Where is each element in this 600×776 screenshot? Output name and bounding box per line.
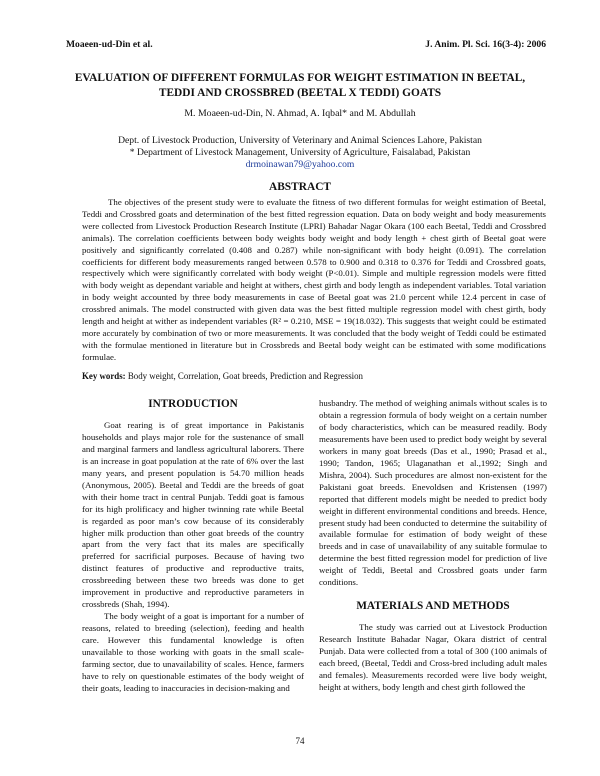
- left-column: [82, 398, 304, 695]
- methods-paragraph-1: The study was carried out at Livestock Production Research Institute Bahadar Nagar, Okara district of central Punjab. Data were collected from a total of 300 (100 animals of each breed, (Beetal, Teddi and Cross-bred including adult males and females). Measurements recorded were live body weight, height at withers, body length and chest girth followed the: [319, 622, 547, 692]
- running-header: [66, 39, 546, 53]
- introduction-heading: INTRODUCTION: [148, 398, 238, 410]
- methods-heading: MATERIALS AND METHODS: [356, 600, 510, 613]
- header-authors: Moaeen-ud-Din et al.: [66, 39, 153, 50]
- paper-title: [60, 71, 540, 101]
- keywords-label: Key words:: [82, 371, 126, 381]
- intro-paragraph-3: husbandry. The method of weighing animals without scales is to obtain a regression formula of body weight on a certain number of body characteristics, which can be measured readily. Body measurements have been used to predict body weight by several workers in many goat breeds (Das et al., 1990; Prasad et al., 1990; Tandon, 1965; Ulaganathan et al.,1992; Singh and Mishra, 2004). Such procedures are almost non-existent for the Pakistani goat breeds. Enevoldsen and Kristensen (1997) reported that different models might be needed to predict body weight in different environmental conditions and breeds. Hence, present study had been conducted to determine the suitability of available formulae for estimation of body weight of these breeds and in case of unavailability of any suitable formulae to determine the best fitted regression model for prediction of live weight of Teddi, Beetal and Crossbred goats under farm conditions.: [319, 398, 547, 588]
- intro-paragraph-2: The body weight of a goat is important for a number of reasons, related to breeding (selection), feeding and health care. However this fundamental knowledge is often unavailable to those working with goats in the small scale-farming sector, due to unavailability of scales. Hence, farmers have to rely on questionable estimates of the body weight of their goats, leading to inaccuracies in decision-making and: [82, 611, 304, 693]
- affiliation-2: * Department of Livestock Management, University of Agriculture, Faisalabad, Pakistan: [129, 147, 471, 159]
- abstract-text: The objectives of the present study were to evaluate the fitness of two different formulas for weight estimation of Beetal, Teddi and Crossbred goats and determination of the best fitted regression equation. Data on body weight and body measurements were collected from Livestock Production Research Institute (LPRI) Bahadar Nagar Okara (100 each Beetal, Teddi and Crossbred animals). The correlation coefficients between body weights body weight and body length + chest girth of Beetal goat were positively and significantly correlated (0.408 and 0.287) while non-significant with body height (0.091). The correlation coefficients for different body measurements ranged between 0.578 to 0.900 and 0.318 to 0.376 for Teddi and Crossbred goats, respectively which were significantly correlated with body weight (P<0.01). Simple and multiple regression models were fitted with body weight as dependant variable and height at withers, chest girth and body length as independent variables. Total variation in body weight accounted by three body measurements in case of Beetal goat was 21.0 percent while 12.4 percent in case of crossbred animals. The model constructed with given data was the best fitted multiple regression model with chest girth, body length and height at wither as independent variables (R² = 0.210, MSE = 19(18.032). This suggests that weight could be estimated more accurately by combination of two or more measurements. It was concluded that the body weight of Teddi could be estimated with the formulae mentioned in literature but in Crossbreds and Beetal body weight can be estimated with some modifications formulae.: [82, 197, 546, 362]
- title-line-2: TEDDI AND CROSSBRED (BEETAL X TEDDI) GOATS: [158, 87, 442, 99]
- title-line-1: EVALUATION OF DIFFERENT FORMULAS FOR WEIGHT ESTIMATION IN BEETAL,: [74, 72, 526, 84]
- affiliation-1: Dept. of Livestock Production, University of Veterinary and Animal Sciences Lahore, Pakistan: [118, 135, 482, 146]
- page-number: 74: [295, 736, 305, 746]
- abstract-heading: ABSTRACT: [268, 181, 332, 193]
- right-column: [319, 398, 547, 694]
- contact-email[interactable]: drmoinawan79@yahoo.com: [245, 159, 355, 171]
- author-list: M. Moaeen-ud-Din, N. Ahmad, A. Iqbal* and M. Abdullah: [184, 108, 416, 119]
- intro-paragraph-1: Goat rearing is of great importance in Pakistanis households and plays major role for the sustenance of small and marginal farmers and landless agricultural laborers. There is an increase in goat population at the rate of 6% over the last many years, and present population is 54.70 million heads (Anonymous, 2005). Beetal and Teddi are the breeds of goat with their home tract in central Punjab. Teddi goat is famous for its high prolificacy and higher twinning rate while Beetal is regarded as poor man’s cow because of its considerably higher milk production than other goat breeds of the country apart from the very fact that its males are specifically preferred for sacrificial purposes. Because of having two distinct features of productive and reproductive traits, crossbreeding between these two breeds was done to get improvement in productive and reproductive parameters in crossbreds (Shah, 1994).: [82, 419, 304, 610]
- keywords: [82, 371, 546, 381]
- keywords-text: Body weight, Correlation, Goat breeds, Prediction and Regression: [127, 371, 363, 381]
- affiliations: [60, 135, 540, 172]
- header-journal: J. Anim. Pl. Sci. 16(3-4): 2006: [425, 39, 546, 50]
